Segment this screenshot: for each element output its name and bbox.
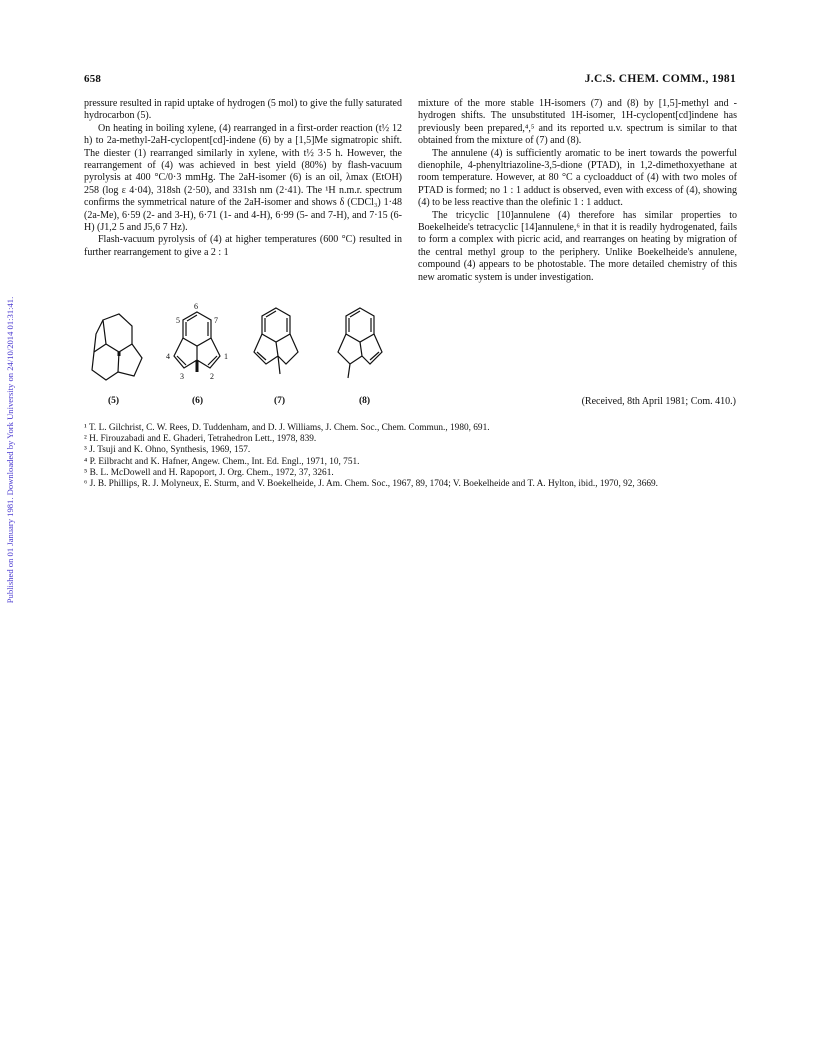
journal-header: J.C.S. CHEM. COMM., 1981 [584, 73, 736, 85]
chemical-structures-figure [84, 300, 402, 412]
structure-label: (5) [108, 396, 120, 406]
structure-7 [254, 308, 298, 374]
atom-number: 3 [180, 372, 184, 381]
paragraph: The annulene (4) is sufficiently aromatic to be inert towards the powerful dienophile, 4-phenyltriazoline-3,5-dione (PTAD), in 1,2-dimethoxyethane at room temperature. However, at 80 °C a cycloadduct of (4) with two moles of PTAD is formed; no 1 : 1 adduct is observed, even with excess of (4), showing (4) to be less reactive than the olefinic 1 : 1 adduct. [418, 147, 737, 209]
paragraph: On heating in boiling xylene, (4) rearranged in a first-order reaction (t½ 12 h) to 2a-methyl-2aH-cyclopent[cd]-indene (6) by a [1,5]Me sigmatropic shift. The diester (1) rearranged similarly in xylene, with t½ 3·5 h. However, the rearrangement of (4) was achieved in best yield (80%) by flash-vacuum pyrolysis at 400 °C/0·3 mmHg. The 2aH-isomer (6) is an oil, λmax (EtOH) 258 (log ε 4·04), 318sh (2·50), and 331sh nm (2·41). The ¹H n.m.r. spectrum confirms the symmetrical nature of the 2aH-isomer and shows δ (CDCl₃) 1·48 (2a-Me), 6·59 (2- and 3-H), 6·71 (1- and 4-H), 6·99 (5- and 7-H), and 7·15 (6-H) (J1,2 5 and J5,6 7 Hz). [84, 122, 402, 234]
atom-number: 7 [214, 316, 218, 325]
atom-number: 6 [194, 302, 198, 311]
reference: ³ J. Tsuji and K. Ohno, Synthesis, 1969, 157. [84, 445, 251, 456]
reference: ⁴ P. Eilbracht and K. Hafner, Angew. Chem., Int. Ed. Engl., 1971, 10, 751. [84, 456, 360, 467]
paragraph: pressure resulted in rapid uptake of hydrogen (5 mol) to give the fully saturated hydrocarbon (5). [84, 98, 402, 122]
structures-drawing [84, 300, 402, 412]
atom-number: 4 [166, 352, 170, 361]
reference: ² H. Firouzabadi and E. Ghaderi, Tetrahedron Lett., 1978, 839. [84, 434, 317, 445]
page-number: 658 [84, 73, 102, 85]
reference: ¹ T. L. Gilchrist, C. W. Rees, D. Tuddenham, and D. J. Williams, J. Chem. Soc., Chem. Commun., 1980, 691. [84, 423, 490, 433]
paragraph: mixture of the more stable 1H-isomers (7) and (8) by [1,5]-methyl and -hydrogen shifts. The unsubstituted 1H-isomer, 1H-cyclopent[cd]indene has previously been prepared,⁴,⁵ and its reported u.v. spectrum is similar to that obtained from the mixture of (7) and (8). [418, 98, 737, 147]
atom-number: 1 [224, 352, 228, 361]
structure-label: (8) [359, 396, 371, 406]
download-stamp: Published on 01 January 1981. Downloaded by York University on 24/10/2014 01:31:41. [5, 296, 15, 604]
atom-number: 5 [176, 316, 180, 325]
paragraph: The tricyclic [10]annulene (4) therefore has similar properties to Boekelheide's tetracyclic [14]annulene,⁶ in that it is readily hydrogenated, fails to form a complex with picric acid, and rearranges on heating by migration of the central methyl group to the periphery. Unlike Boekelheide's annulene, compound (4) appears to be photostable. The more detailed chemistry of this new aromatic system is under investigation. [418, 209, 737, 283]
structure-label: (7) [274, 396, 286, 406]
right-column [418, 98, 737, 284]
structure-8 [338, 308, 382, 378]
left-column [84, 98, 402, 259]
references [84, 423, 737, 490]
reference: ⁵ B. L. McDowell and H. Rapoport, J. Org. Chem., 1972, 37, 3261. [84, 467, 334, 478]
structure-label: (6) [192, 396, 204, 406]
paragraph: Flash-vacuum pyrolysis of (4) at higher temperatures (600 °C) resulted in further rearrangement to give a 2 : 1 [84, 234, 402, 258]
atom-number: 2 [210, 372, 214, 381]
received-note: (Received, 8th April 1981; Com. 410.) [581, 396, 736, 407]
reference: ⁶ J. B. Phillips, R. J. Molyneux, E. Sturm, and V. Boekelheide, J. Am. Chem. Soc., 1967, 89, 1704; V. Boekelheide and T. A. Hylton, ibid., 1970, 92, 3669. [84, 479, 658, 490]
structure-5 [92, 314, 142, 380]
